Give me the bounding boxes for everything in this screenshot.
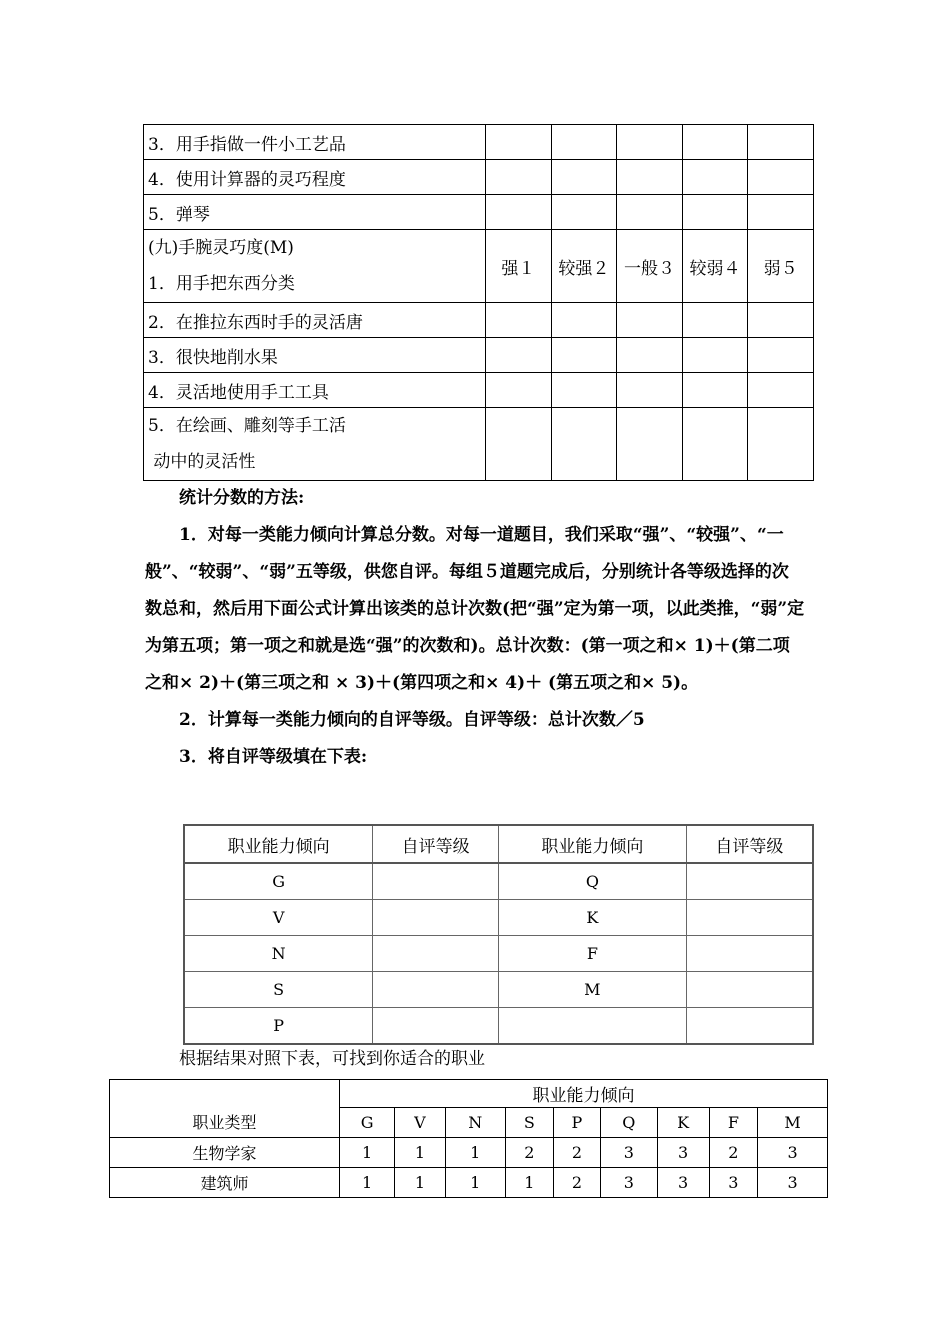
column-header: 职业能力倾向 bbox=[184, 825, 373, 863]
value-cell: 1 bbox=[340, 1168, 395, 1198]
rating-cell[interactable] bbox=[486, 160, 552, 195]
value-cell: 1 bbox=[395, 1138, 445, 1168]
value-cell: 1 bbox=[505, 1168, 553, 1198]
table-row bbox=[144, 408, 814, 481]
method-step-1 bbox=[145, 517, 805, 702]
column-header: F bbox=[709, 1108, 758, 1138]
value-cell: 3 bbox=[657, 1168, 709, 1198]
step1-start: 1．对每一类能力倾向计算总分数。对每一道题目，我们采取“强”、“较 bbox=[179, 525, 714, 545]
table-row bbox=[184, 1008, 813, 1045]
column-header: 职业能力倾向 bbox=[498, 825, 686, 863]
grade-table bbox=[183, 824, 814, 1045]
aptitude-code: N bbox=[184, 936, 373, 972]
grade-input-cell[interactable] bbox=[373, 900, 499, 936]
occupation-table bbox=[109, 1079, 828, 1198]
rating-cell[interactable] bbox=[617, 195, 683, 230]
rating-cell[interactable] bbox=[486, 338, 552, 373]
value-cell: 1 bbox=[395, 1168, 445, 1198]
value-cell: 3 bbox=[601, 1168, 658, 1198]
aptitude-code: V bbox=[184, 900, 373, 936]
header-row bbox=[110, 1080, 828, 1108]
rating-cell[interactable] bbox=[551, 160, 617, 195]
column-header: K bbox=[657, 1108, 709, 1138]
value-cell: 2 bbox=[553, 1138, 600, 1168]
column-header: G bbox=[340, 1108, 395, 1138]
column-header: P bbox=[553, 1108, 600, 1138]
rating-cell[interactable] bbox=[748, 125, 814, 160]
rating-cell[interactable] bbox=[551, 195, 617, 230]
rating-cell[interactable] bbox=[551, 408, 617, 481]
question-cell: 5．弹琴 bbox=[144, 195, 486, 230]
grade-input-cell[interactable] bbox=[686, 936, 813, 972]
grade-input-cell[interactable] bbox=[686, 972, 813, 1008]
question-cell bbox=[144, 408, 486, 481]
aptitude-code: Q bbox=[498, 863, 686, 900]
occupation-name: 建筑师 bbox=[110, 1168, 340, 1198]
grade-input-cell[interactable] bbox=[686, 900, 813, 936]
value-cell: 1 bbox=[445, 1138, 505, 1168]
question-text: 5．在绘画、雕刻等手工活 bbox=[148, 416, 346, 436]
grade-input-cell[interactable] bbox=[373, 863, 499, 900]
rating-cell[interactable] bbox=[617, 408, 683, 481]
value-cell: 2 bbox=[505, 1138, 553, 1168]
value-cell: 3 bbox=[758, 1138, 828, 1168]
value-cell: 2 bbox=[553, 1168, 600, 1198]
question-cell: 3．很快地削水果 bbox=[144, 338, 486, 373]
grade-label: 弱５ bbox=[748, 230, 814, 303]
rating-cell[interactable] bbox=[551, 373, 617, 408]
grade-input-cell[interactable] bbox=[686, 1008, 813, 1045]
aptitude-code bbox=[498, 1008, 686, 1045]
table-row bbox=[184, 936, 813, 972]
rating-cell[interactable] bbox=[486, 408, 552, 481]
value-cell: 3 bbox=[758, 1168, 828, 1198]
column-header: N bbox=[445, 1108, 505, 1138]
table-row bbox=[184, 900, 813, 936]
grade-label: 较弱４ bbox=[682, 230, 748, 303]
rating-cell[interactable] bbox=[748, 338, 814, 373]
rating-cell[interactable] bbox=[486, 373, 552, 408]
rating-cell[interactable] bbox=[551, 303, 617, 338]
question-cell: 4．灵活地使用手工工具 bbox=[144, 373, 486, 408]
rating-cell[interactable] bbox=[486, 125, 552, 160]
section-header-row bbox=[144, 230, 814, 303]
value-cell: 1 bbox=[445, 1168, 505, 1198]
table-row bbox=[144, 195, 814, 230]
type-header: 职业类型 bbox=[110, 1080, 340, 1138]
column-header: V bbox=[395, 1108, 445, 1138]
step1-rest: 强”、“一般”、“较弱”、“弱”五等级，供您自评。每组５道题完成后，分别统计各等级选择的次数总和，然后用下面公式计算出该类的总计次数(把“强”定为第一项，以此类推，“弱”定为第五项；第一项之和就是选“强”的次数和)。总计次数：(第一项之和× 1)＋(第二项之和× 2)＋(第三项之和 × 3)＋(第四项之和× 4)＋ (第五项之和× 5)。 bbox=[145, 525, 805, 693]
table-row bbox=[184, 972, 813, 1008]
table-row bbox=[110, 1168, 828, 1198]
rating-cell[interactable] bbox=[748, 195, 814, 230]
question-cell: 2．在推拉东西时手的灵活唐 bbox=[144, 303, 486, 338]
assessment-table bbox=[143, 124, 814, 481]
header-row bbox=[184, 825, 813, 863]
rating-cell[interactable] bbox=[748, 408, 814, 481]
table-row bbox=[144, 303, 814, 338]
aptitude-code: M bbox=[498, 972, 686, 1008]
rating-cell[interactable] bbox=[486, 195, 552, 230]
rating-cell[interactable] bbox=[617, 303, 683, 338]
table-row bbox=[110, 1138, 828, 1168]
rating-cell[interactable] bbox=[748, 373, 814, 408]
question-cell: 4．使用计算器的灵巧程度 bbox=[144, 160, 486, 195]
rating-cell[interactable] bbox=[617, 160, 683, 195]
value-cell: 3 bbox=[657, 1138, 709, 1168]
table-row bbox=[144, 125, 814, 160]
column-header: S bbox=[505, 1108, 553, 1138]
rating-cell[interactable] bbox=[617, 125, 683, 160]
aptitude-code: F bbox=[498, 936, 686, 972]
rating-cell[interactable] bbox=[682, 373, 748, 408]
method-step-2: 2．计算每一类能力倾向的自评等级。自评等级：总计次数／5 bbox=[179, 710, 645, 730]
section-cell bbox=[144, 230, 486, 303]
rating-cell[interactable] bbox=[551, 338, 617, 373]
method-title: 统计分数的方法: bbox=[179, 488, 305, 508]
value-cell: 2 bbox=[709, 1138, 758, 1168]
rating-cell[interactable] bbox=[617, 338, 683, 373]
column-header: 自评等级 bbox=[373, 825, 499, 863]
question-text: 1．用手把东西分类 bbox=[148, 274, 295, 294]
section-title: (九)手腕灵巧度(M) bbox=[148, 238, 294, 258]
lookup-note: 根据结果对照下表，可找到你适合的职业 bbox=[179, 1049, 485, 1069]
aptitude-code: P bbox=[184, 1008, 373, 1045]
rating-cell[interactable] bbox=[748, 303, 814, 338]
table-row bbox=[144, 160, 814, 195]
rating-cell[interactable] bbox=[682, 338, 748, 373]
column-header: 自评等级 bbox=[686, 825, 813, 863]
value-cell: 3 bbox=[601, 1138, 658, 1168]
rating-cell[interactable] bbox=[617, 373, 683, 408]
rating-cell[interactable] bbox=[682, 408, 748, 481]
grade-label: 一般３ bbox=[617, 230, 683, 303]
grade-label: 较强２ bbox=[551, 230, 617, 303]
method-step-3: 3．将自评等级填在下表: bbox=[179, 747, 368, 767]
question-text: 动中的灵活性 bbox=[148, 452, 256, 472]
table-row bbox=[144, 373, 814, 408]
grade-input-cell[interactable] bbox=[686, 863, 813, 900]
rating-cell[interactable] bbox=[748, 160, 814, 195]
question-cell: 3．用手指做一件小工艺品 bbox=[144, 125, 486, 160]
column-header: Q bbox=[601, 1108, 658, 1138]
grade-input-cell[interactable] bbox=[373, 972, 499, 1008]
value-cell: 1 bbox=[340, 1138, 395, 1168]
rating-cell[interactable] bbox=[682, 195, 748, 230]
aptitude-code: G bbox=[184, 863, 373, 900]
column-header: M bbox=[758, 1108, 828, 1138]
method-section bbox=[145, 480, 805, 776]
aptitude-code: S bbox=[184, 972, 373, 1008]
rating-cell[interactable] bbox=[486, 303, 552, 338]
value-cell: 3 bbox=[709, 1168, 758, 1198]
rating-cell[interactable] bbox=[551, 125, 617, 160]
grade-input-cell[interactable] bbox=[373, 1008, 499, 1045]
rating-cell[interactable] bbox=[682, 303, 748, 338]
aptitude-code: K bbox=[498, 900, 686, 936]
rating-cell[interactable] bbox=[682, 125, 748, 160]
occupation-name: 生物学家 bbox=[110, 1138, 340, 1168]
group-header: 职业能力倾向 bbox=[340, 1080, 828, 1108]
table-row bbox=[184, 863, 813, 900]
grade-input-cell[interactable] bbox=[373, 936, 499, 972]
table-row bbox=[144, 338, 814, 373]
rating-cell[interactable] bbox=[682, 160, 748, 195]
grade-label: 强１ bbox=[486, 230, 552, 303]
